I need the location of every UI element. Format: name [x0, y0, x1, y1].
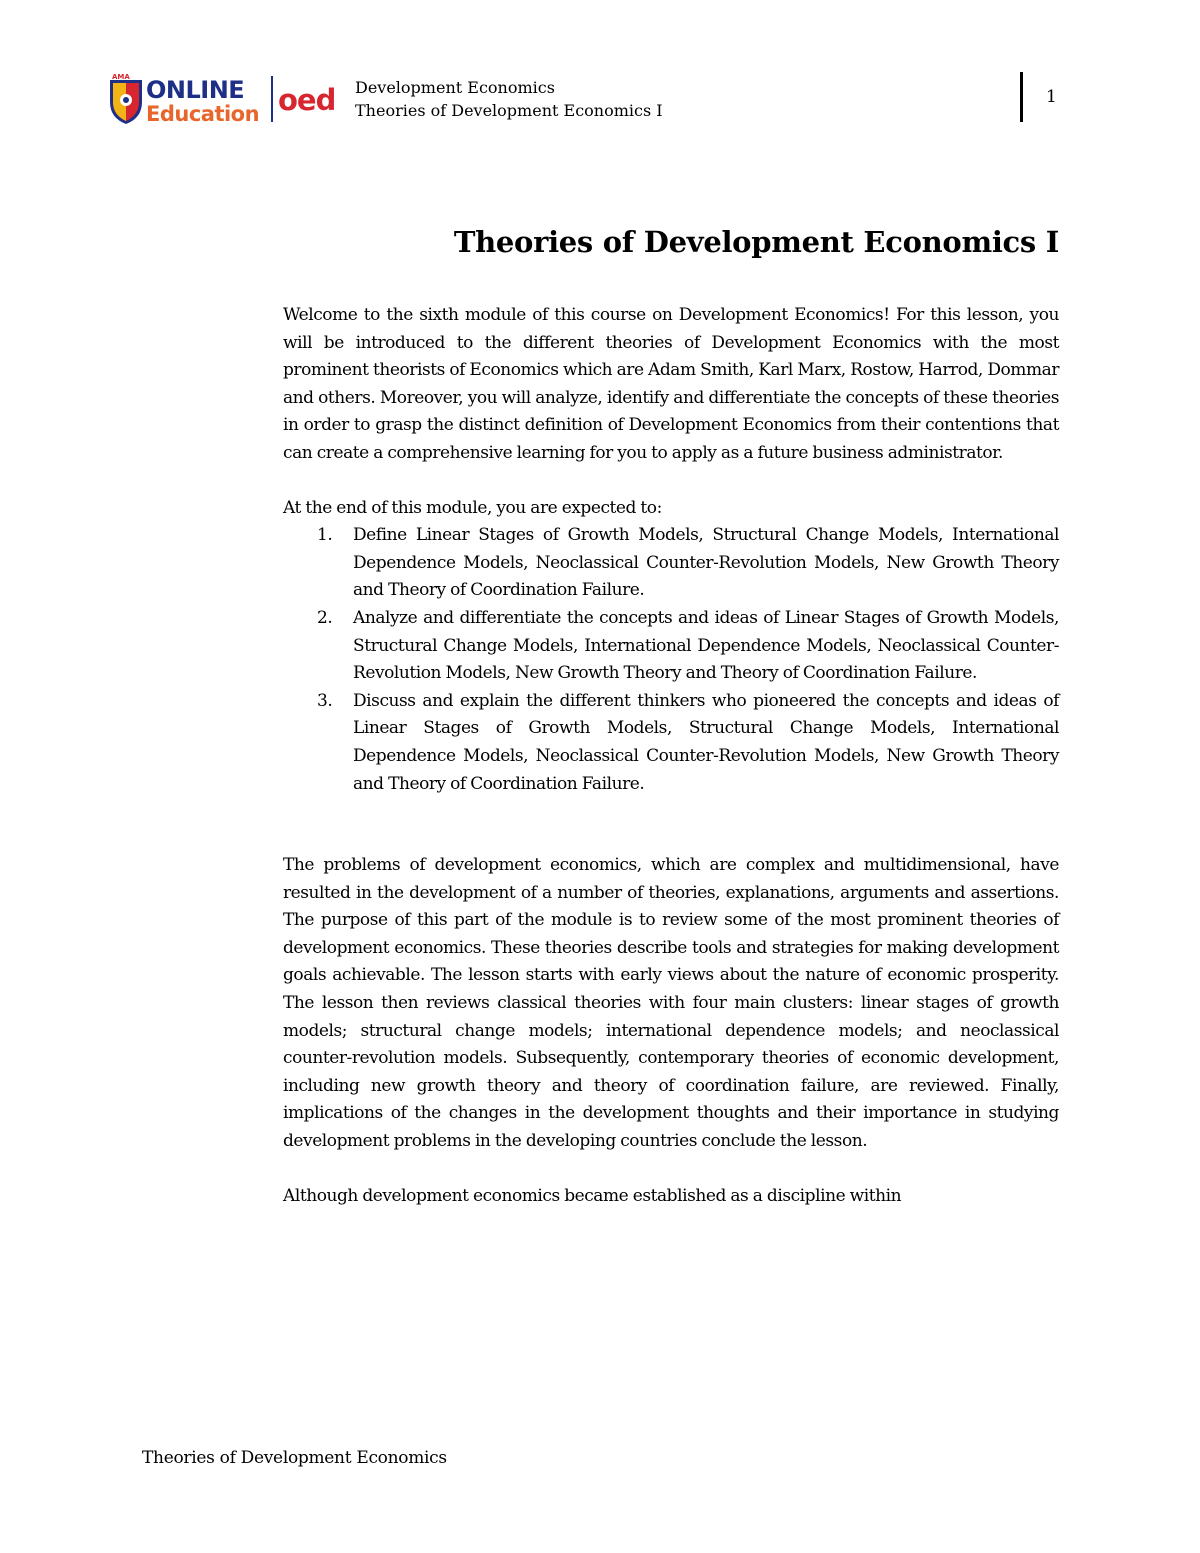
body-paragraph: The problems of development economics, which are complex and multidimensional, have resulted in the development of a number of theories, explanations, arguments and assertions. The purpose of this part of the module is to review some of the most prominent theories of development economics. These theories describe tools and strategies for making development goals achievable. The lesson starts with early views about the nature of economic prosperity. The lesson then reviews classical theories with four main clusters: linear stages of growth models; structural change models; international dependence models; and neoclassical counter-revolution models. Subsequently, contemporary theories of economic development, including new growth theory and theory of coordination failure, are reviewed. Finally, implications of the changes in the development thoughts and their importance in studying development problems in the developing countries conclude the lesson. — [283, 855, 1059, 1152]
module-content — [283, 222, 1059, 1210]
crest-text: AMA — [112, 73, 130, 81]
online-education-logo — [108, 72, 340, 126]
objective-text: Analyze and differentiate the concepts and ideas of Linear Stages of Growth Models, Structural Change Models, International Dependence Models, Neoclassical Counter-Revolution Models, New Growth Theory and Theory of Coordination Failure. — [353, 607, 1059, 684]
objective-text: Define Linear Stages of Growth Models, Structural Change Models, International Dependence Models, Neoclassical Counter-Revolution Models, New Growth Theory and Theory of Coordination Failure. — [353, 525, 1059, 601]
logo-education-text: Education — [146, 102, 260, 126]
objective-item — [283, 688, 1059, 798]
objective-number: 1. — [317, 525, 333, 546]
objective-number: 3. — [317, 690, 333, 711]
header-course-info — [355, 76, 663, 122]
objective-text: Discuss and explain the different thinkers who pioneered the concepts and ideas of Linear Stages of Growth Models, Structural Change Models, International Dependence Models, Neoclassical Counter-Revolution Models, New Growth Theory and Theory of Coordination Failure. — [353, 690, 1059, 794]
page-number: 1 — [1046, 87, 1057, 107]
objective-item — [283, 522, 1059, 605]
header-divider — [1020, 72, 1023, 122]
logo-online-text: ONLINE — [146, 76, 245, 104]
header-module-title: Theories of Development Economics I — [355, 101, 663, 120]
objective-item — [283, 605, 1059, 688]
intro-paragraph: Welcome to the sixth module of this course on Development Economics! For this lesson, you will be introduced to the different theories of Development Economics with the most prominent theorists of Economics which are Adam Smith, Karl Marx, Rostow, Harrod, Dommar and others. Moreover, you will analyze, identify and differentiate the concepts of these theories in order to grasp the distinct definition of Development Economics from their contentions that can create a comprehensive learning for you to apply as a future business administrator. — [283, 305, 1059, 463]
header-course-title: Development Economics — [355, 78, 555, 97]
crest-icon — [110, 73, 142, 124]
module-title: Theories of Development Economics I — [453, 225, 1059, 259]
objectives-intro: At the end of this module, you are expected to: — [283, 497, 662, 518]
objectives-list — [283, 522, 1059, 798]
page-footer: Theories of Development Economics — [142, 1448, 447, 1468]
objective-number: 2. — [317, 607, 333, 628]
logo-oed-text: oed — [278, 83, 336, 117]
continued-paragraph: Although development economics became established as a discipline within — [283, 1185, 902, 1206]
